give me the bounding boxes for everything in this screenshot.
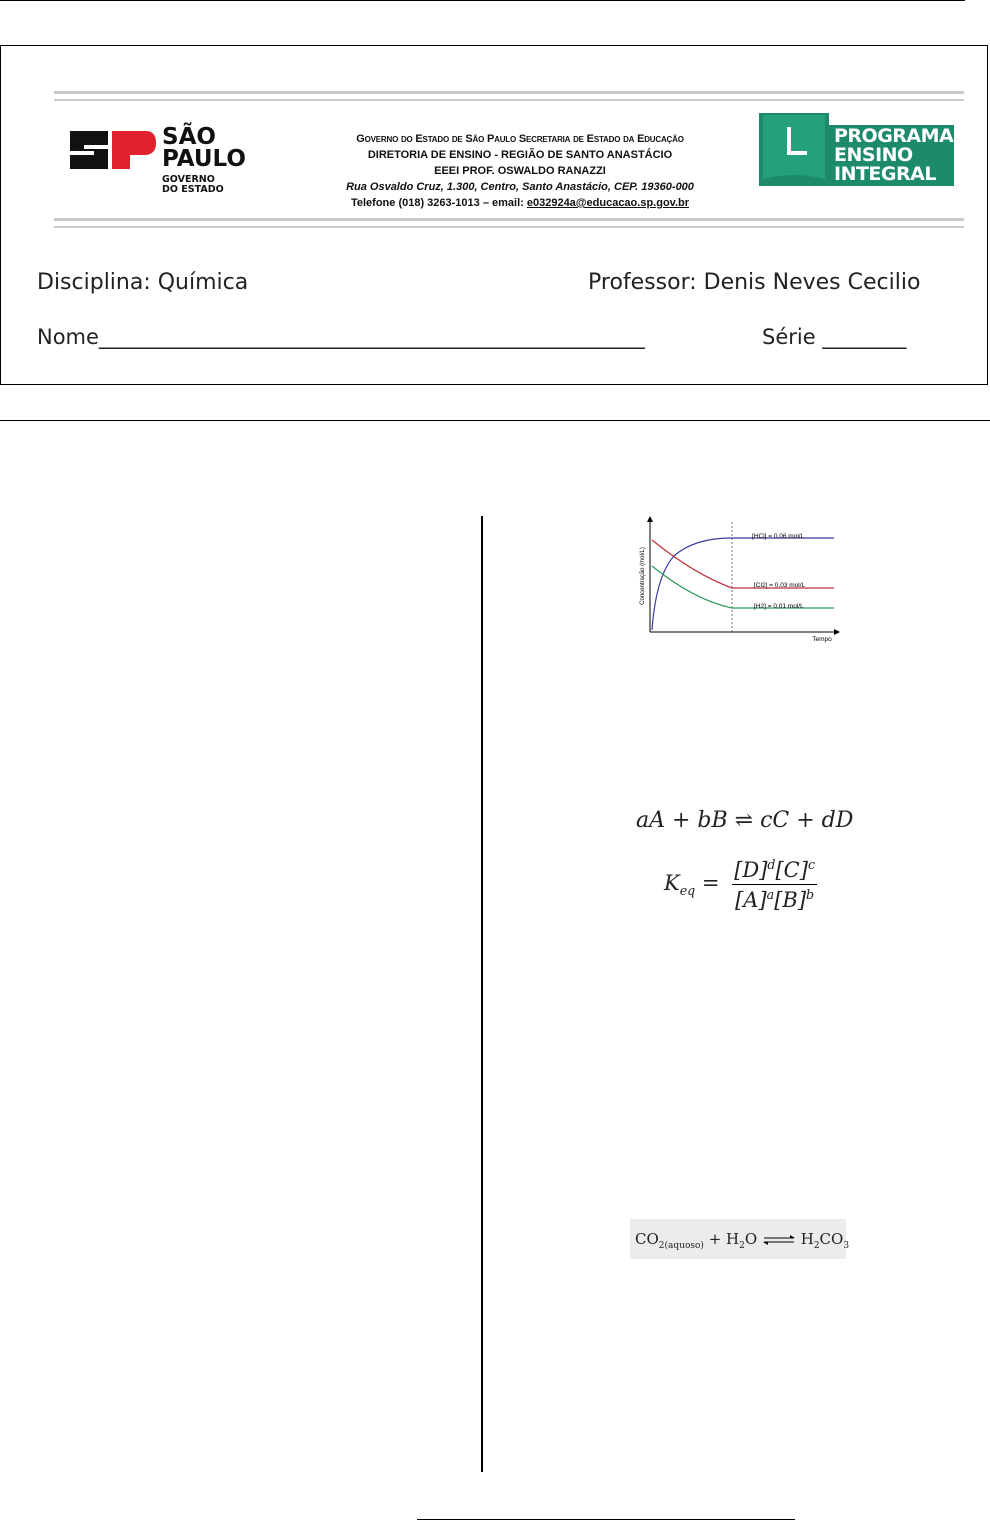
series-cl2-label: [Cl2] = 0,03 mol/L bbox=[754, 582, 806, 589]
school-line-2: DIRETORIA DE ENSINO - REGIÃO DE SANTO ANASTÁCIO bbox=[367, 149, 673, 161]
keq-fraction: $\frac{[D]^d[C]^c}{[A]^a[B]^b}$ bbox=[734, 857, 816, 912]
equilibrium-reaction: aA + bB ⇌ cC + dD bbox=[636, 808, 854, 833]
y-axis-arrow bbox=[647, 516, 653, 522]
disciplina-label: Disciplina: Química bbox=[37, 270, 249, 295]
series-hcl-line bbox=[652, 538, 834, 630]
x-axis-label: Tempo bbox=[812, 636, 832, 643]
series-h2-label: [H2] = 0,01 mol/L bbox=[754, 603, 804, 610]
column-divider bbox=[481, 516, 483, 1472]
header-rule-top-1 bbox=[54, 91, 964, 94]
x-axis-arrow bbox=[834, 629, 840, 635]
carbonic-acid-equation: $CO_{2(aquoso)} + H_2O$ $H_2CO_3$ bbox=[630, 1219, 846, 1259]
serie-field[interactable]: Série ________ bbox=[762, 325, 907, 349]
professor-label: Professor: Denis Neves Cecilio bbox=[588, 270, 921, 295]
sp-logo-subtext: GOVERNO DO ESTADO bbox=[162, 174, 224, 195]
series-cl2-line bbox=[652, 540, 834, 588]
equilibrium-arrows-icon bbox=[762, 1234, 796, 1246]
pei-logo-text: PROGRAMA ENSINO INTEGRAL bbox=[834, 125, 954, 185]
sp-logo-text: SÃO PAULO bbox=[162, 124, 246, 172]
nome-field[interactable]: Nome____________________________________________________ bbox=[37, 325, 645, 349]
school-line-1: Governo do Estado de São Paulo Secretaria de Estado da Educação bbox=[356, 133, 684, 145]
school-email-link[interactable]: e032924a@educacao.sp.gov.br bbox=[526, 197, 690, 209]
header-rule-bottom-2 bbox=[54, 226, 964, 228]
top-rule bbox=[0, 0, 965, 1]
y-axis-label: Concentração (mol/L) bbox=[640, 547, 646, 605]
concentration-chart bbox=[634, 516, 844, 648]
school-line-4: Rua Osvaldo Cruz, 1.300, Centro, Santo Anastácio, CEP. 19360-000 bbox=[346, 181, 694, 193]
header-bottom-rule bbox=[0, 420, 990, 421]
school-info bbox=[300, 131, 740, 211]
series-hcl-label: [HCl] = 0,06 mol/L bbox=[752, 533, 805, 540]
series-h2-line bbox=[652, 566, 834, 608]
header-rule-top-2 bbox=[54, 99, 964, 101]
school-line-3: EEEI PROF. OSWALDO RANAZZI bbox=[434, 165, 606, 177]
keq-expression: $K_{eq}$ = $\frac{[D]^d[C]^c}{[A]^a[B]^b}$ bbox=[664, 857, 816, 912]
header-rule-bottom-1 bbox=[54, 218, 964, 221]
school-line-5: Telefone (018) 3263-1013 – email: e032924a@educacao.sp.gov.br bbox=[350, 197, 690, 209]
sp-logo-icon bbox=[68, 127, 158, 173]
footer-rule bbox=[417, 1519, 795, 1520]
